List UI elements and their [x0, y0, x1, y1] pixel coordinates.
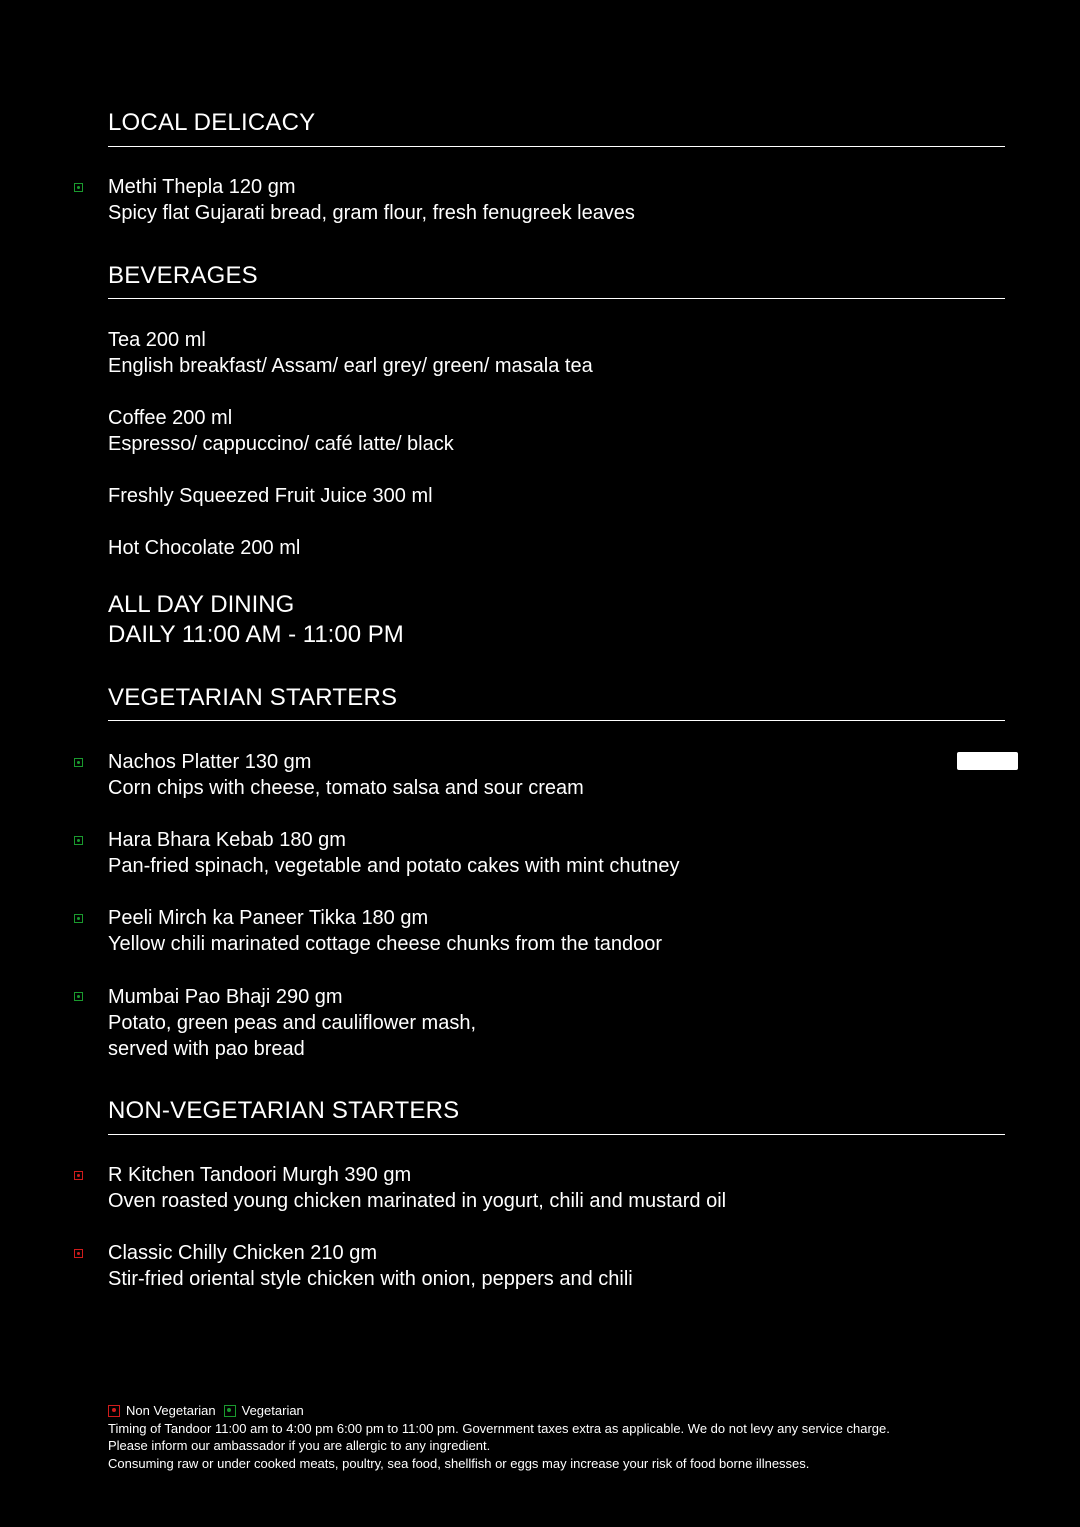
veg-indicator-icon — [74, 183, 83, 192]
menu-item — [108, 984, 476, 1062]
menu-item — [108, 327, 593, 379]
menu-item-title: Peeli Mirch ka Paneer Tikka 180 gm — [108, 907, 429, 929]
menu-item-title: Methi Thepla 120 gm — [108, 176, 296, 198]
redaction-mark — [957, 752, 1018, 770]
menu-item-title: Freshly Squeezed Fruit Juice 300 ml — [108, 485, 433, 507]
menu-item-description: Stir-fried oriental style chicken with onion, peppers and chili — [108, 1268, 633, 1290]
menu-item — [108, 905, 662, 957]
menu-item-description: English breakfast/ Assam/ earl grey/ green/ masala tea — [108, 355, 593, 377]
menu-item-description: Pan-fried spinach, vegetable and potato cakes with mint chutney — [108, 855, 680, 877]
menu-item-title: Nachos Platter 130 gm — [108, 751, 312, 773]
menu-item-title: Mumbai Pao Bhaji 290 gm — [108, 986, 343, 1008]
menu-item-title: Hot Chocolate 200 ml — [108, 537, 301, 559]
menu-item-description: Potato, green peas and cauliflower mash, — [108, 1012, 476, 1034]
nonveg-indicator-icon — [74, 1249, 83, 1258]
service-title — [108, 590, 404, 650]
service-name: ALL DAY DINING — [108, 591, 295, 618]
menu-item-description: Corn chips with cheese, tomato salsa and sour cream — [108, 777, 584, 799]
menu-item — [108, 483, 433, 509]
menu-item-title: Tea 200 ml — [108, 329, 206, 351]
menu-item-title: Coffee 200 ml — [108, 407, 233, 429]
footer-note: Consuming raw or under cooked meats, poultry, sea food, shellfish or eggs may increase your risk of food borne illnesses. — [108, 1455, 810, 1471]
veg-indicator-icon — [74, 914, 83, 923]
menu-item-title: Classic Chilly Chicken 210 gm — [108, 1242, 377, 1264]
section-divider — [108, 298, 1005, 299]
veg-indicator-icon — [74, 758, 83, 767]
menu-item — [108, 405, 454, 457]
veg-indicator-icon — [74, 836, 83, 845]
section-divider — [108, 146, 1005, 147]
menu-item-title: Hara Bhara Kebab 180 gm — [108, 829, 346, 851]
footer-note: Please inform our ambassador if you are allergic to any ingredient. — [108, 1438, 491, 1453]
nonveg-indicator-icon — [108, 1405, 120, 1417]
legend-veg-label: Vegetarian — [241, 1403, 304, 1418]
section-divider — [108, 1134, 1005, 1135]
veg-indicator-icon — [74, 992, 83, 1001]
menu-item — [108, 749, 584, 801]
menu-item — [108, 1240, 633, 1292]
menu-item — [108, 1162, 726, 1214]
section-heading-nonveg-starters: NON-VEGETARIAN STARTERS — [108, 1097, 460, 1124]
section-heading-local-delicacy: LOCAL DELICACY — [108, 109, 316, 136]
menu-item-title: R Kitchen Tandoori Murgh 390 gm — [108, 1164, 412, 1186]
legend — [108, 1402, 1008, 1420]
footer-notes — [108, 1402, 1008, 1472]
menu-item-description: Yellow chili marinated cottage cheese chunks from the tandoor — [108, 933, 663, 955]
menu-item-description: Spicy flat Gujarati bread, gram flour, fresh fenugreek leaves — [108, 202, 635, 224]
footer-note: Timing of Tandoor 11:00 am to 4:00 pm 6:00 pm to 11:00 pm. Government taxes extra as applicable. We do not levy any service charge. — [108, 1420, 890, 1436]
nonveg-indicator-icon — [74, 1171, 83, 1180]
service-hours: DAILY 11:00 AM - 11:00 PM — [108, 621, 404, 648]
menu-item — [108, 535, 300, 561]
menu-item — [108, 174, 635, 226]
section-divider — [108, 720, 1005, 721]
menu-item-description: Espresso/ cappuccino/ café latte/ black — [108, 433, 454, 455]
menu-item — [108, 827, 679, 879]
menu-item-description: served with pao bread — [108, 1038, 305, 1060]
section-heading-veg-starters: VEGETARIAN STARTERS — [108, 684, 398, 711]
section-heading-beverages: BEVERAGES — [108, 262, 258, 289]
menu-item-description: Oven roasted young chicken marinated in yogurt, chili and mustard oil — [108, 1190, 727, 1212]
veg-indicator-icon — [224, 1405, 236, 1417]
legend-nonveg-label: Non Vegetarian — [126, 1403, 216, 1418]
